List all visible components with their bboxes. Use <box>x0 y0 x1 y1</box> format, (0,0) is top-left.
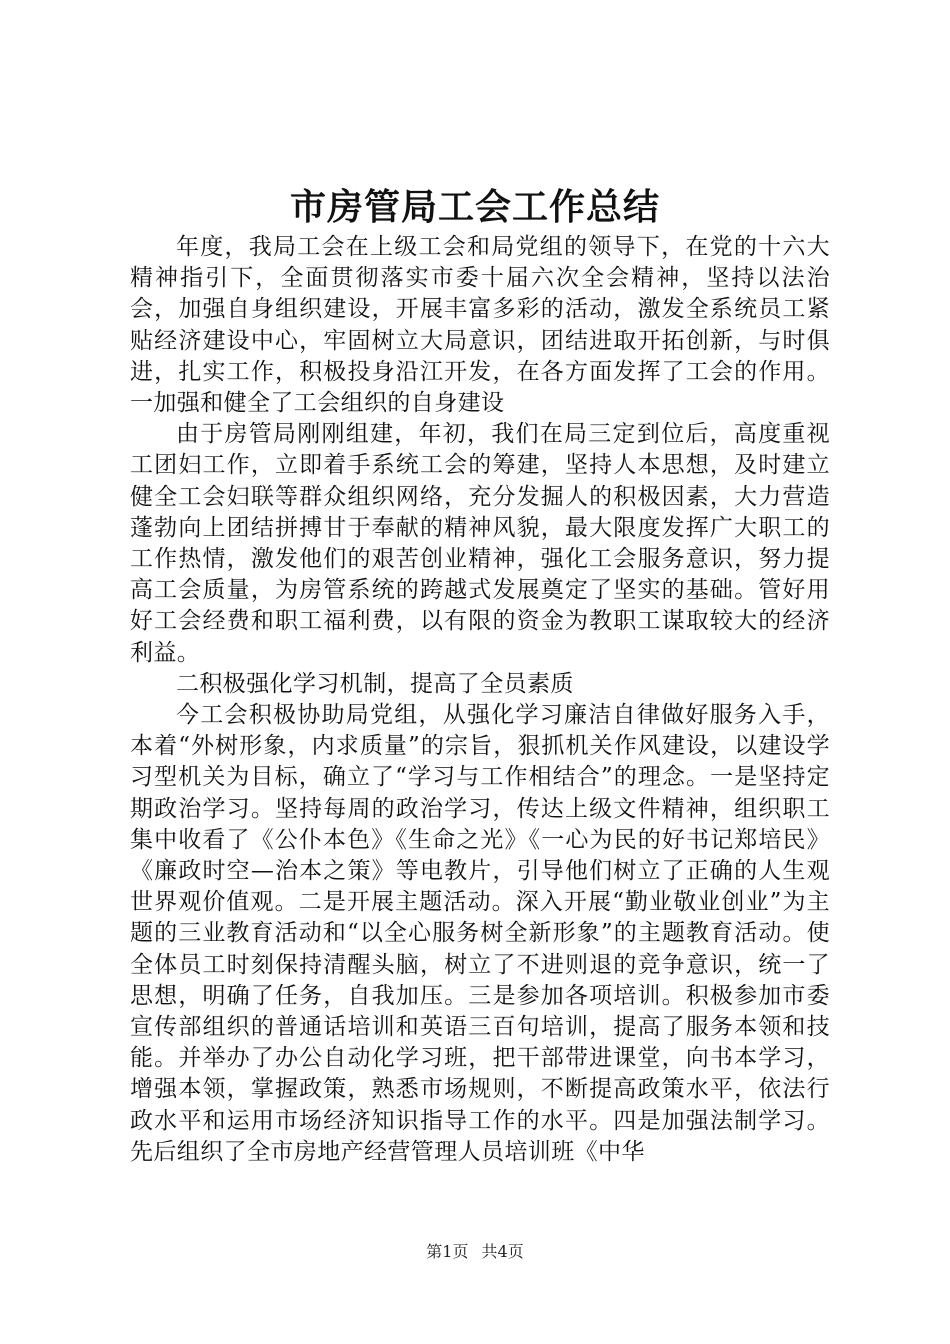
paragraph-study: 今工会积极协助局党组，从强化学习廉洁自律做好服务入手，本着“外树形象，内求质量”的宗旨，狠抓机关作风建设，以建设学习型机关为目标，确立了“学习与工作相结合”的理念。一是坚持定期政治学习。坚持每周的政治学习，传达上级文件精神，组织职工集中收看了《公仆本色》《生命之光》《一心为民的好书记郑培民》《廉政时空—治本之策》等电教片，引导他们树立了正确的人生观世界观价值观。二是开展主题活动。深入开展“勤业敬业创业”为主题的三业教育活动和“以全心服务树全新形象”的主题教育活动。使全体员工时刻保持清醒头脑，树立了不进则退的竞争意识，统一了思想，明确了任务，自我加压。三是参加各项培训。积极参加市委宣传部组织的普通话培训和英语三百句培训，提高了服务本领和技能。并举办了办公自动化学习班，把干部带进课堂，向书本学习，增强本领，掌握政策，熟悉市场规则，不断提高政策水平，依法行政水平和运用市场经济知识指导工作的水平。四是加强法制学习。先后组织了全市房地产经营管理人员培训班《中华 <box>130 702 830 1165</box>
section-heading-study: 二积极强化学习机制，提高了全员素质 <box>176 670 574 697</box>
paragraph-intro: 年度，我局工会在上级工会和局党组的领导下，在党的十六大精神指引下，全面贯彻落实市委十届六次全会精神，坚持以法治会，加强自身组织建设，开展丰富多彩的活动，激发全系统员工紧贴经济建设中心，牢固树立大局意识，团结进取开拓创新，与时俱进，扎实工作，积极投身沿江开发，在各方面发挥了工会的作用。一加强和健全了工会组织的自身建设 <box>130 234 830 417</box>
page-total: 共4页 <box>481 1242 524 1261</box>
document-title: 市房管局工会工作总结 <box>289 187 660 228</box>
document-body <box>130 232 830 1168</box>
page-number: 第1页 <box>426 1242 469 1261</box>
paragraph-organization: 由于房管局刚刚组建，年初，我们在局三定到位后，高度重视工团妇工作，立即着手系统工会的筹建，坚持人本思想，及时建立健全工会妇联等群众组织网络，充分发掘人的积极因素，大力营造蓬勃向上团结拼搏甘于奉献的精神风貌，最大限度发挥广大职工的工作热情，激发他们的艰苦创业精神，强化工会服务意识，努力提高工会质量，为房管系统的跨越式发展奠定了坚实的基础。管好用好工会经费和职工福利费，以有限的资金为教职工谋取较大的经济利益。 <box>130 421 830 666</box>
page-footer <box>0 1240 950 1264</box>
